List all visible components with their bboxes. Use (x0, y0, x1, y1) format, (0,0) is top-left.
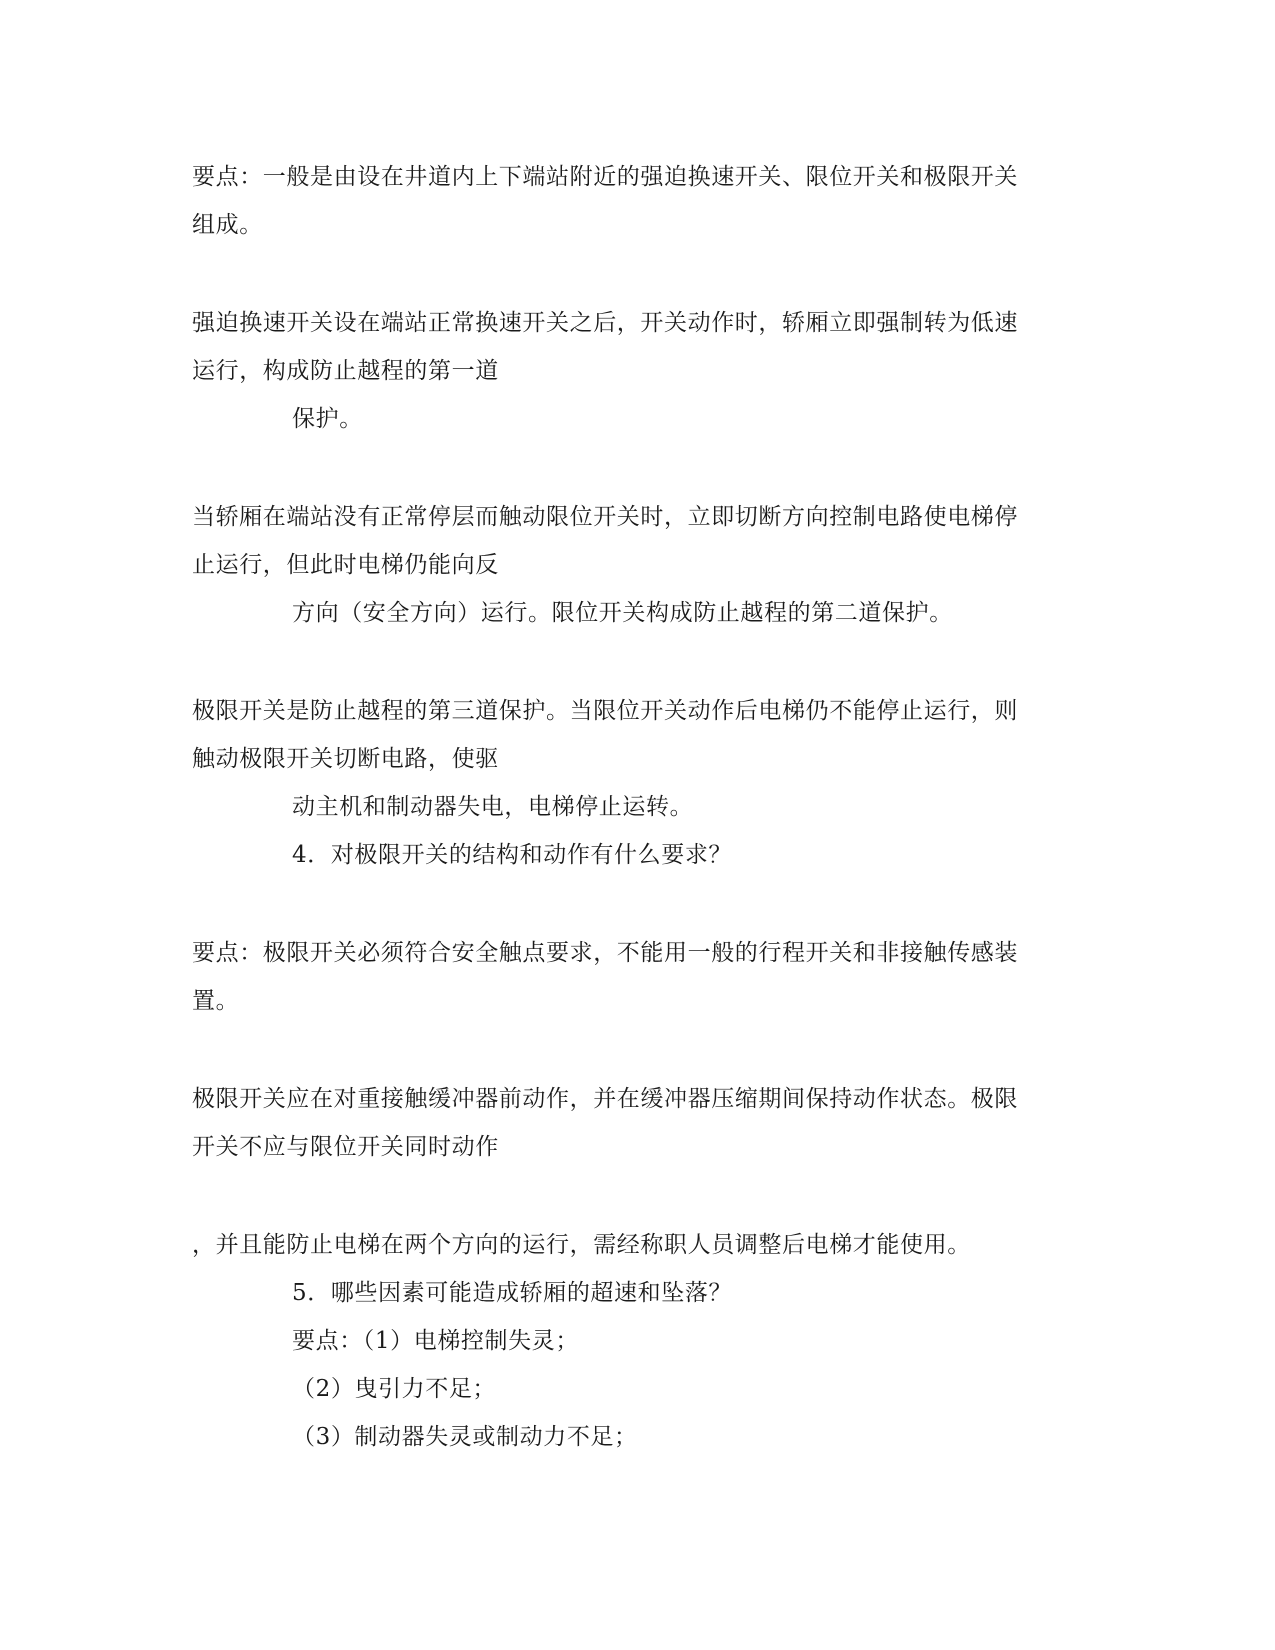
text-line: 触动极限开关切断电路，使驱 (192, 746, 499, 772)
text-line: 置。 (192, 988, 240, 1014)
text-line: 极限开关是防止越程的第三道保护。当限位开关动作后电梯仍不能停止运行，则 (192, 698, 1018, 724)
list-item: （2）曳引力不足； (292, 1376, 497, 1402)
text-line: 运行，构成防止越程的第一道 (192, 358, 499, 384)
text-line: 当轿厢在端站没有正常停层而触动限位开关时，立即切断方向控制电路使电梯停 (192, 504, 1018, 530)
text-line: 动主机和制动器失电，电梯停止运转。 (292, 794, 694, 820)
list-item: （3）制动器失灵或制动力不足； (292, 1424, 638, 1450)
text-line: 开关不应与限位开关同时动作 (192, 1134, 499, 1160)
text-line: 方向（安全方向）运行。限位开关构成防止越程的第二道保护。 (292, 600, 953, 626)
question-heading: 4．对极限开关的结构和动作有什么要求？ (292, 842, 733, 868)
text-line: 强迫换速开关设在端站正常换速开关之后，开关动作时，轿厢立即强制转为低速 (192, 310, 1018, 336)
text-line: 要点：极限开关必须符合安全触点要求，不能用一般的行程开关和非接触传感装 (192, 940, 1018, 966)
text-line: 要点：一般是由设在井道内上下端站附近的强迫换速开关、限位开关和极限开关 (192, 164, 1018, 190)
question-heading: 5．哪些因素可能造成轿厢的超速和坠落？ (292, 1280, 733, 1306)
text-line: 极限开关应在对重接触缓冲器前动作，并在缓冲器压缩期间保持动作状态。极限 (192, 1086, 1018, 1112)
text-line: ，并且能防止电梯在两个方向的运行，需经称职人员调整后电梯才能使用。 (192, 1232, 971, 1258)
text-line: 组成。 (192, 212, 263, 238)
text-line: 保护。 (292, 406, 363, 432)
text-line: 止运行，但此时电梯仍能向反 (192, 552, 499, 578)
text-line: 要点：（1）电梯控制失灵； (292, 1328, 579, 1354)
